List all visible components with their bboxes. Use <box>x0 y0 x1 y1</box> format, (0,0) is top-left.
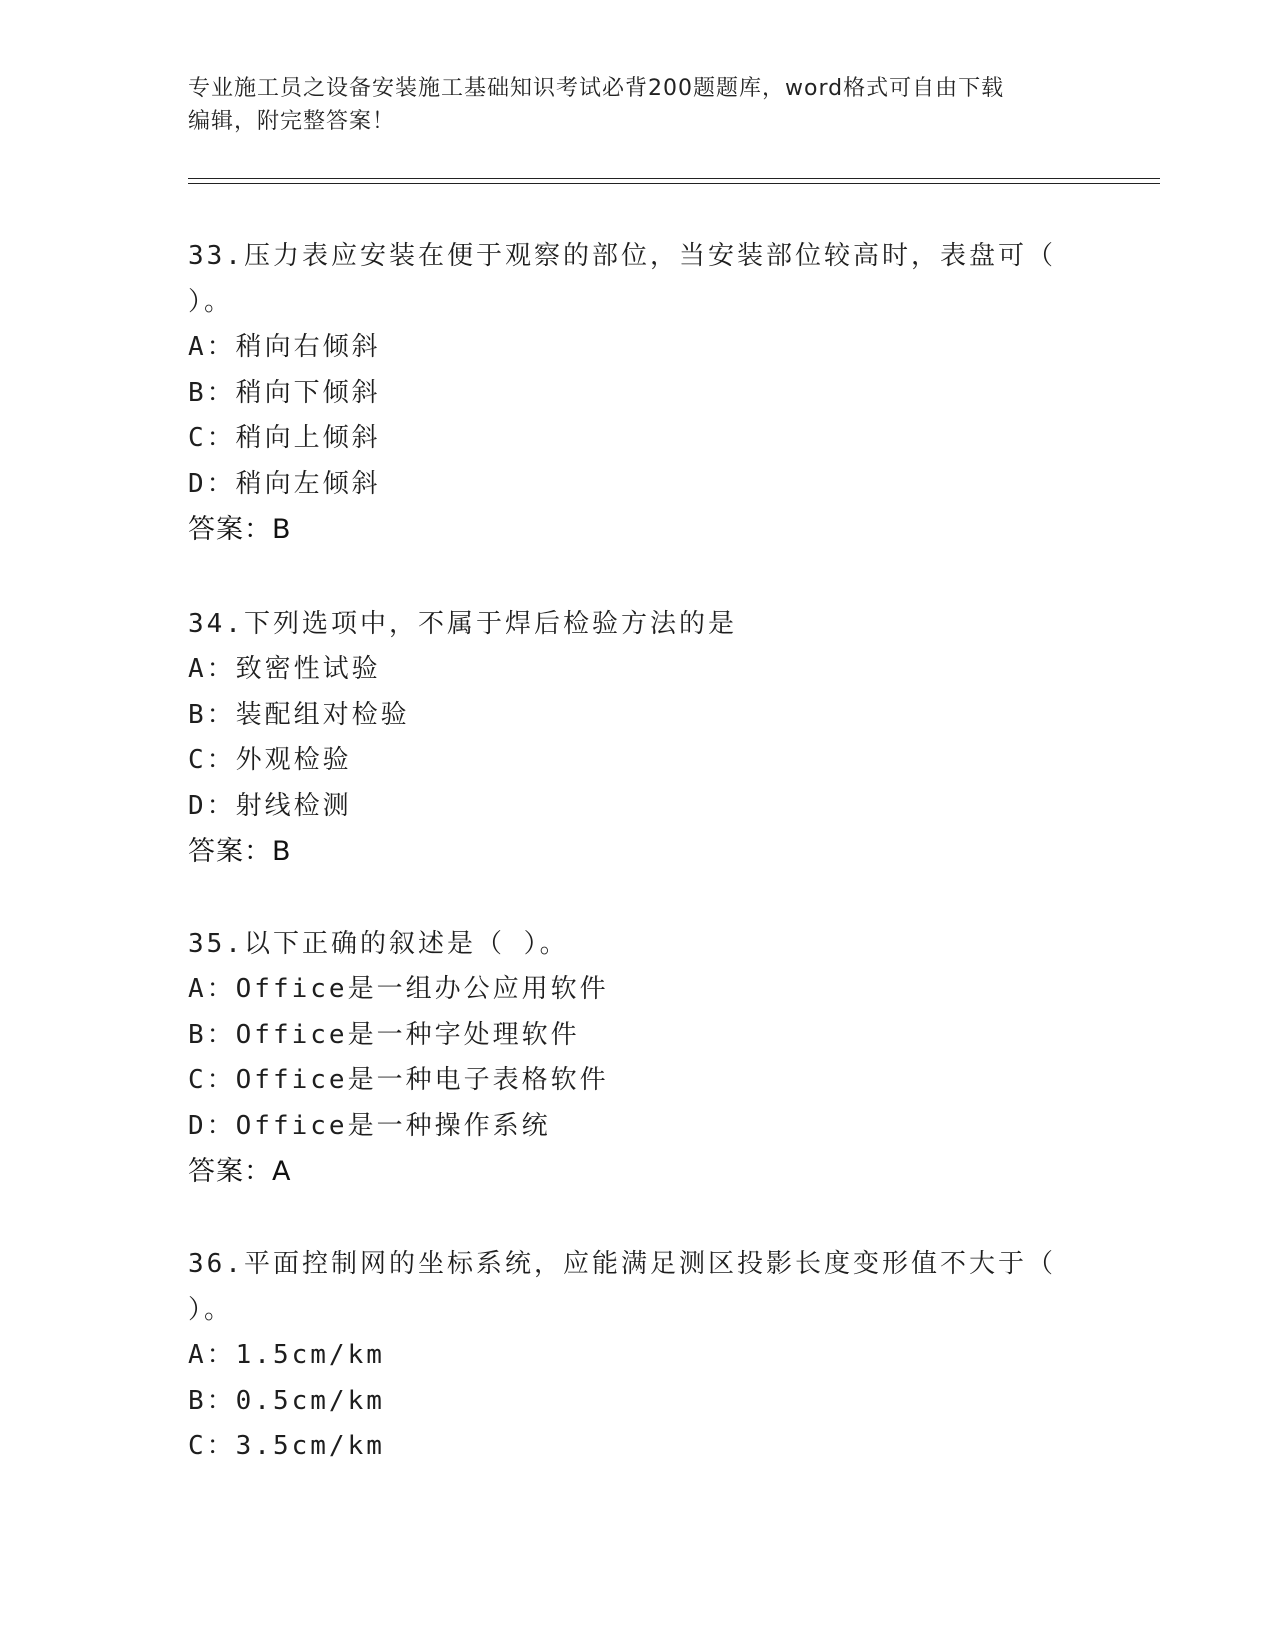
question-stem: 36.平面控制网的坐标系统，应能满足测区投影长度变形值不大于（ <box>188 1249 1056 1279</box>
question-33 <box>188 233 1068 553</box>
question-stem: 34.下列选项中，不属于焊后检验方法的是 <box>188 609 737 639</box>
header-line-2: 编辑，附完整答案！ <box>188 109 396 134</box>
option-d: D：Office是一种操作系统 <box>188 1110 551 1141</box>
header-divider-top <box>188 178 1160 179</box>
question-36 <box>188 1241 1068 1470</box>
option-d: D：射线检测 <box>188 790 352 821</box>
option-a: A：1.5cm/km <box>188 1340 385 1370</box>
option-a: A：稍向右倾斜 <box>188 332 381 362</box>
answer: 答案：A <box>188 1156 292 1187</box>
document-header <box>188 72 1088 138</box>
answer: 答案：B <box>188 836 292 867</box>
question-35 <box>188 921 1068 1195</box>
option-d: D：稍向左倾斜 <box>188 468 381 499</box>
option-b: B：0.5cm/km <box>188 1385 385 1416</box>
answer: 答案：B <box>188 514 292 545</box>
question-stem-continued: ）。 <box>188 1295 234 1325</box>
header-divider-bottom <box>188 183 1160 184</box>
option-b: B：Office是一种字处理软件 <box>188 1019 580 1050</box>
option-c: C：3.5cm/km <box>188 1431 385 1461</box>
option-a: A：致密性试验 <box>188 654 381 684</box>
option-c: C：Office是一种电子表格软件 <box>188 1065 609 1095</box>
question-stem-continued: ）。 <box>188 287 234 317</box>
option-b: B：装配组对检验 <box>188 699 410 730</box>
question-stem: 35.以下正确的叙述是（ ）。 <box>188 929 569 959</box>
option-b: B：稍向下倾斜 <box>188 377 381 408</box>
option-c: C：稍向上倾斜 <box>188 423 381 453</box>
option-c: C：外观检验 <box>188 745 352 775</box>
question-34 <box>188 601 1068 875</box>
question-stem: 33.压力表应安装在便于观察的部位，当安装部位较高时，表盘可（ <box>188 241 1056 271</box>
header-line-1: 专业施工员之设备安装施工基础知识考试必背200题题库，word格式可自由下载 <box>188 76 1005 101</box>
option-a: A：Office是一组办公应用软件 <box>188 974 609 1004</box>
